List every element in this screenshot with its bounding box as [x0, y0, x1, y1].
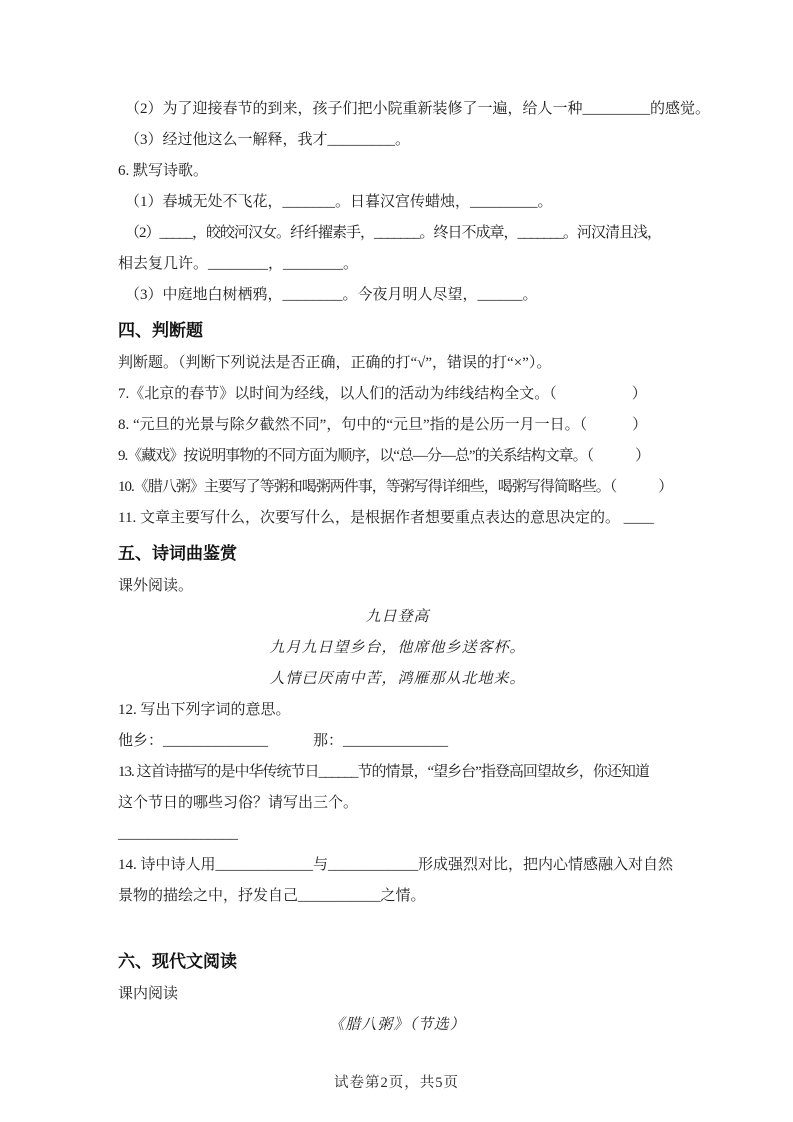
question-12-stem: 12. 写出下列字词的意思。	[118, 702, 291, 718]
q6-stem: 6. 默写诗歌。	[118, 163, 209, 179]
question-13-answer-blank: ________________	[118, 826, 238, 842]
question-12-blanks: 他乡：______________ 那：______________	[118, 733, 449, 749]
question-13-line2: 这个节日的哪些习俗？请写出三个。	[118, 795, 359, 811]
q6-line1: （1）春城无处不飞花，_______。日暮汉宫传蜡烛，_________。	[125, 194, 553, 210]
section4-intro: 判断题。（判断下列说法是否正确，正确的打“√”，错误的打“×”）。	[118, 355, 552, 371]
question-10: 10.《腊八粥》主要写了等粥和喝粥两件事，等粥写得详细些，喝粥写得简略些。（ ）	[118, 479, 673, 495]
question-9: 9.《藏戏》按说明事物的不同方面为顺序，以“总—分—总”的关系结构文章。（ ）	[118, 448, 650, 464]
question-14-line1: 14. 诗中诗人用_____________与____________形成强烈对比，把内心情感融入对自然	[118, 857, 674, 873]
q6-line2a: （2）_____，皎皎河汉女。纤纤擢素手，_______。终日不成章，_______。河汉清且浅，	[125, 225, 662, 241]
question-13-line1: 13. 这首诗描写的是中华传统节日______节的情景，“望乡台”指登高回望故乡，你还知道	[118, 764, 649, 780]
q5-part3: （3）经过他这么一解释，我才_________。	[125, 132, 411, 148]
question-11: 11. 文章主要写什么，次要写什么，是根据作者想要重点表达的意思决定的。 ____	[118, 510, 654, 526]
question-14-line2: 景物的描绘之中，抒发自己___________之情。	[118, 888, 426, 904]
section4-heading: 四、判断题	[118, 321, 203, 340]
section6-subtitle: 课内阅读	[118, 986, 179, 1002]
poem-line-2: 人情已厌南中苦，鸿雁那从北地来。	[269, 671, 526, 687]
poem-title: 九日登高	[365, 609, 430, 625]
section6-heading: 六、现代文阅读	[118, 952, 237, 971]
reading-title: 《腊八粥》（节选）	[329, 1017, 466, 1033]
question-8: 8. “元旦的光景与除夕截然不同”，句中的“元旦”指的是公历一月一日。（ ）	[118, 417, 648, 433]
page-number-footer: 试卷第2页，共5页	[334, 1075, 459, 1091]
poem-line-1: 九月九日望乡台，他席他乡送客杯。	[269, 640, 526, 656]
section5-heading: 五、诗词曲鉴赏	[118, 544, 237, 563]
q6-line3: （3）中庭地白树栖鸦，________。今夜月明人尽望，______。	[125, 287, 538, 303]
question-7: 7.《北京的春节》以时间为经线，以人们的活动为纬线结构全文。（ ）	[118, 386, 647, 402]
q5-part2: （2）为了迎接春节的到来，孩子们把小院重新装修了一遍，给人一种_________的感觉。	[125, 101, 711, 117]
q6-line2b: 相去复几许。________，________。	[118, 256, 359, 272]
section5-subtitle: 课外阅读。	[118, 578, 194, 594]
